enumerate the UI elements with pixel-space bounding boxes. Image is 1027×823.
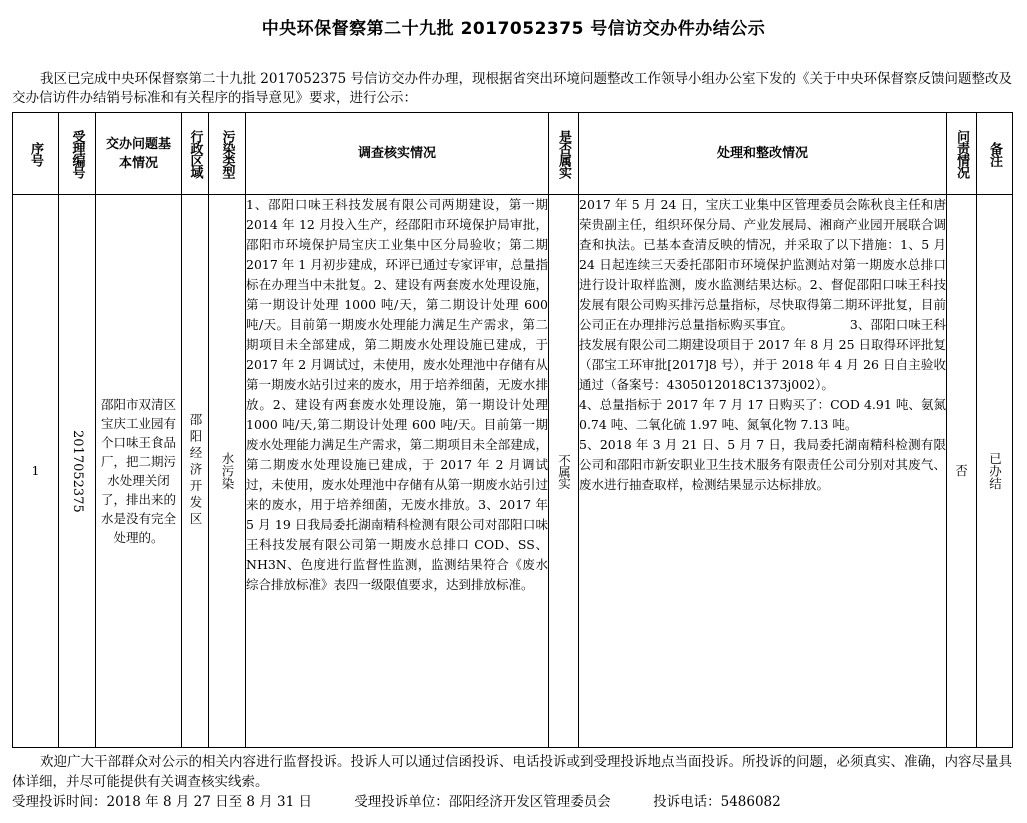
header-is-true: 是否属实 [549, 113, 579, 195]
cell-pollution: 水污染 [209, 195, 246, 748]
table-header-row [13, 113, 1013, 195]
page-title: 中央环保督察第二十九批 2017052375 号信访交办件办结公示 [261, 19, 766, 39]
header-seq: 序号 [13, 113, 59, 195]
header-pollution: 污染类型 [209, 113, 246, 195]
cell-investigation: 1、邵阳口味王科技发展有限公司两期建设，第一期 2014 年 12 月投入生产，经邵阳市环境保护局审批，邵阳市环境保护局宝庆工业集中区分局验收；第二期 2017 年 1 月初步建成，环评已通过专家评审，总量指标在办理当中未批复。2、建设有两套废水处理设施，第一期设计处理 1000 吨/天，第二期设计处理 600 吨/天。目前第一期废水处理能力满足生产需求，第二期项目未全部建成，第二期废水处理设施已建成，于 2017 年 2 月调试过，未使用，废水处理池中存储有从第一期废水站引过来的废水，用于培养细菌，无废水排放。2、建设有两套废水处理设施，第一期设计处理 1000 吨/天,第二期设计处理 600 吨/天。目前第一期废水处理能力满足生产需求，第二期项目未全部建成，第二期废水处理设施已建成，于 2017 年 2 月调试过，未使用，废水处理池中存储有从第一期废水站引过来的废水，用于培养细菌，无废水排放。3、2017 年 5 月 19 日我局委托湖南精科检测有限公司对邵阳口味王科技发展有限公司第一期废水总排口 COD、SS、NH3N、色度进行监督性监测，监测结果符合《废水综合排放标准》表四一级限值要求，达到排放标准。 [246, 195, 549, 748]
cell-case-no: 2017052375 [59, 195, 96, 748]
footer-notice: 欢迎广大干部群众对公示的相关内容进行监督投诉。投诉人可以通过信函投诉、电话投诉或到受理投诉地点当面投诉。所投诉的问题，必须真实、准确，内容尽量具体详细，并尽可能提供有关调查核实线索。 [12, 754, 1012, 790]
case-table [12, 112, 1013, 748]
complaint-unit: 受理投诉单位：邵阳经济开发区管理委员会 [354, 794, 611, 810]
cell-handling [579, 195, 947, 748]
intro-paragraph: 我区已完成中央环保督察第二十九批 2017052375 号信访交办件办理，现根据省突出环境问题整改工作领导小组办公室下发的《关于中央环保督察反馈问题整改及交办信访件办结销号标准和有关程序的指导意见》要求，进行公示： [12, 71, 1012, 106]
footer-contact [12, 792, 1012, 812]
complaint-phone: 投诉电话：5486082 [653, 794, 781, 810]
cell-accountability: 否 [947, 195, 977, 748]
handling-paragraph: 2017 年 5 月 24 日，宝庆工业集中区管理委员会陈秋良主任和唐荣贵副主任，组织环保分局、产业发展局、湘商产业园开展联合调查和执法。已基本查清反映的情况，并采取了以下措施：1、5 月 24 日起连续三天委托邵阳市环境保护监测站对第一期废水总排口进行设计取样监测，废水监测结果达标。2、督促邵阳口味王科技发展有限公司购买排污总量指标，尽快取得第二期环评批复，目前公司正在办理排污总量指标购买事宜。 3、邵阳口味王科技发展有限公司二期建设项目于 2017 年 8 月 25 日取得环评批复（邵宝工环审批[2017]8 号），并于 2018 年 4 月 26 日自主验收通过（备案号：4305012018C1373j002）。 [579, 197, 947, 392]
handling-paragraph: 4、总量指标于 2017 年 7 月 17 日购买了：COD 4.91 吨、氨氮 0.74 吨、二氧化硫 1.97 吨、氮氧化物 7.13 吨。 [579, 397, 946, 432]
cell-remarks: 已办结 [977, 195, 1013, 748]
complaint-time: 受理投诉时间：2018 年 8 月 27 日至 8 月 31 日 [12, 794, 313, 810]
cell-is-true: 不属实 [549, 195, 579, 748]
header-basic: 交办问题基本情况 [96, 113, 182, 195]
cell-basic: 邵阳市双清区宝庆工业园有个口味王食品厂，把二期污水处理关闭了，排出来的水是没有完全处理的。 [96, 195, 182, 748]
cell-seq: 1 [13, 195, 59, 748]
header-district: 行政区域 [182, 113, 209, 195]
header-remarks: 备注 [977, 113, 1013, 195]
table-row [13, 195, 1013, 748]
footer [12, 752, 1012, 812]
header-handling: 处理和整改情况 [579, 113, 947, 195]
header-investigation: 调查核实情况 [246, 113, 549, 195]
cell-district: 邵阳经济开发区 [182, 195, 209, 748]
header-accountability: 问责情况 [947, 113, 977, 195]
handling-paragraph: 5、2018 年 3 月 21 日、5 月 7 日，我局委托湖南精科检测有限公司和邵阳市新安职业卫生技术服务有限责任公司分别对其废气、废水进行抽查取样，检测结果显示达标排放。 [579, 437, 946, 492]
header-case-no: 受理编号 [59, 113, 96, 195]
